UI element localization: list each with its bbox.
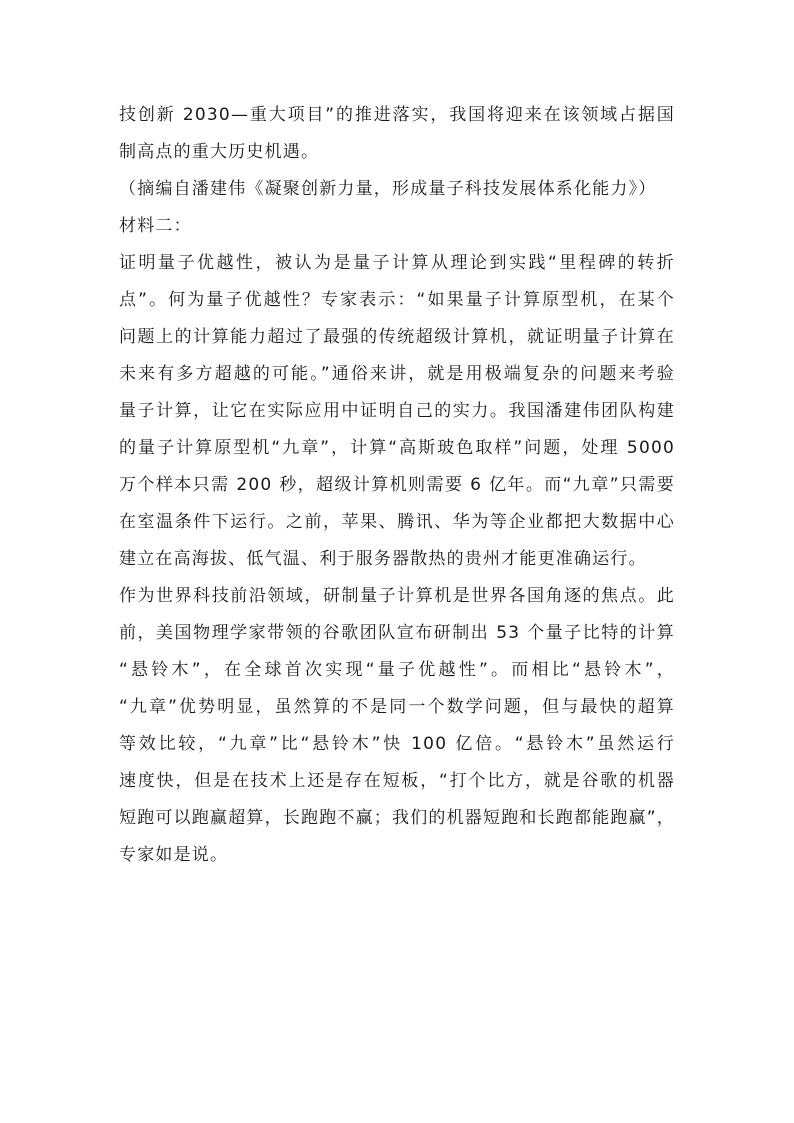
paragraph-line: 建立在高海拔、低气温、利于服务器散热的贵州才能更准确运行。 xyxy=(119,549,647,569)
paragraph-line: 专家如是说。 xyxy=(119,845,229,865)
paragraph-line: 量子计算，让它在实际应用中证明自己的实力。我国潘建伟团队构建 xyxy=(119,401,675,421)
paragraph-line: 等效比较，“九章”比“悬铃木”快 100 亿倍。“悬铃木”虽然运行 xyxy=(119,734,675,754)
paragraph-line: 点”。何为量子优越性？专家表示：“如果量子计算原型机，在某个 xyxy=(119,290,675,310)
paragraph-line: 万个样本只需 200 秒，超级计算机则需要 6 亿年。而“九章”只需要 xyxy=(119,475,675,495)
paragraph-line: 速度快，但是在技术上还是存在短板，“打个比方，就是谷歌的机器 xyxy=(119,771,675,791)
paragraph-line: 在室温条件下运行。之前，苹果、腾讯、华为等企业都把大数据中心 xyxy=(119,512,675,532)
source-citation: （摘编自潘建伟《凝聚创新力量，形成量子科技发展体系化能力》） xyxy=(119,179,657,199)
paragraph-line: 前，美国物理学家带领的谷歌团队宣布研制出 53 个量子比特的计算 xyxy=(119,623,675,643)
paragraph-line: 未来有多方超越的可能。”通俗来讲，就是用极端复杂的问题来考验 xyxy=(119,364,675,384)
paragraph-line: 技创新 2030—重大项目”的推进落实，我国将迎来在该领域占据国 xyxy=(119,105,675,125)
paragraph-line: “悬铃木”，在全球首次实现“量子优越性”。而相比“悬铃木”， xyxy=(119,660,675,680)
paragraph-line: 的量子计算原型机“九章”，计算“高斯玻色取样”问题，处理 5000 xyxy=(119,438,675,458)
paragraph-line: 制高点的重大历史机遇。 xyxy=(119,142,320,162)
paragraph-line: 证明量子优越性，被认为是量子计算从理论到实践“里程碑的转折 xyxy=(119,253,675,273)
paragraph-line: 问题上的计算能力超过了最强的传统超级计算机，就证明量子计算在 xyxy=(119,327,675,347)
paragraph-line: 短跑可以跑赢超算，长跑跑不赢；我们的机器短跑和长跑都能跑赢”， xyxy=(119,808,675,828)
paragraph-line: “九章”优势明显，虽然算的不是同一个数学问题，但与最快的超算 xyxy=(119,697,675,717)
paragraph-line: 作为世界科技前沿领域，研制量子计算机是世界各国角逐的焦点。此 xyxy=(119,586,675,606)
document-body xyxy=(119,97,675,874)
section-heading: 材料二： xyxy=(119,216,192,236)
